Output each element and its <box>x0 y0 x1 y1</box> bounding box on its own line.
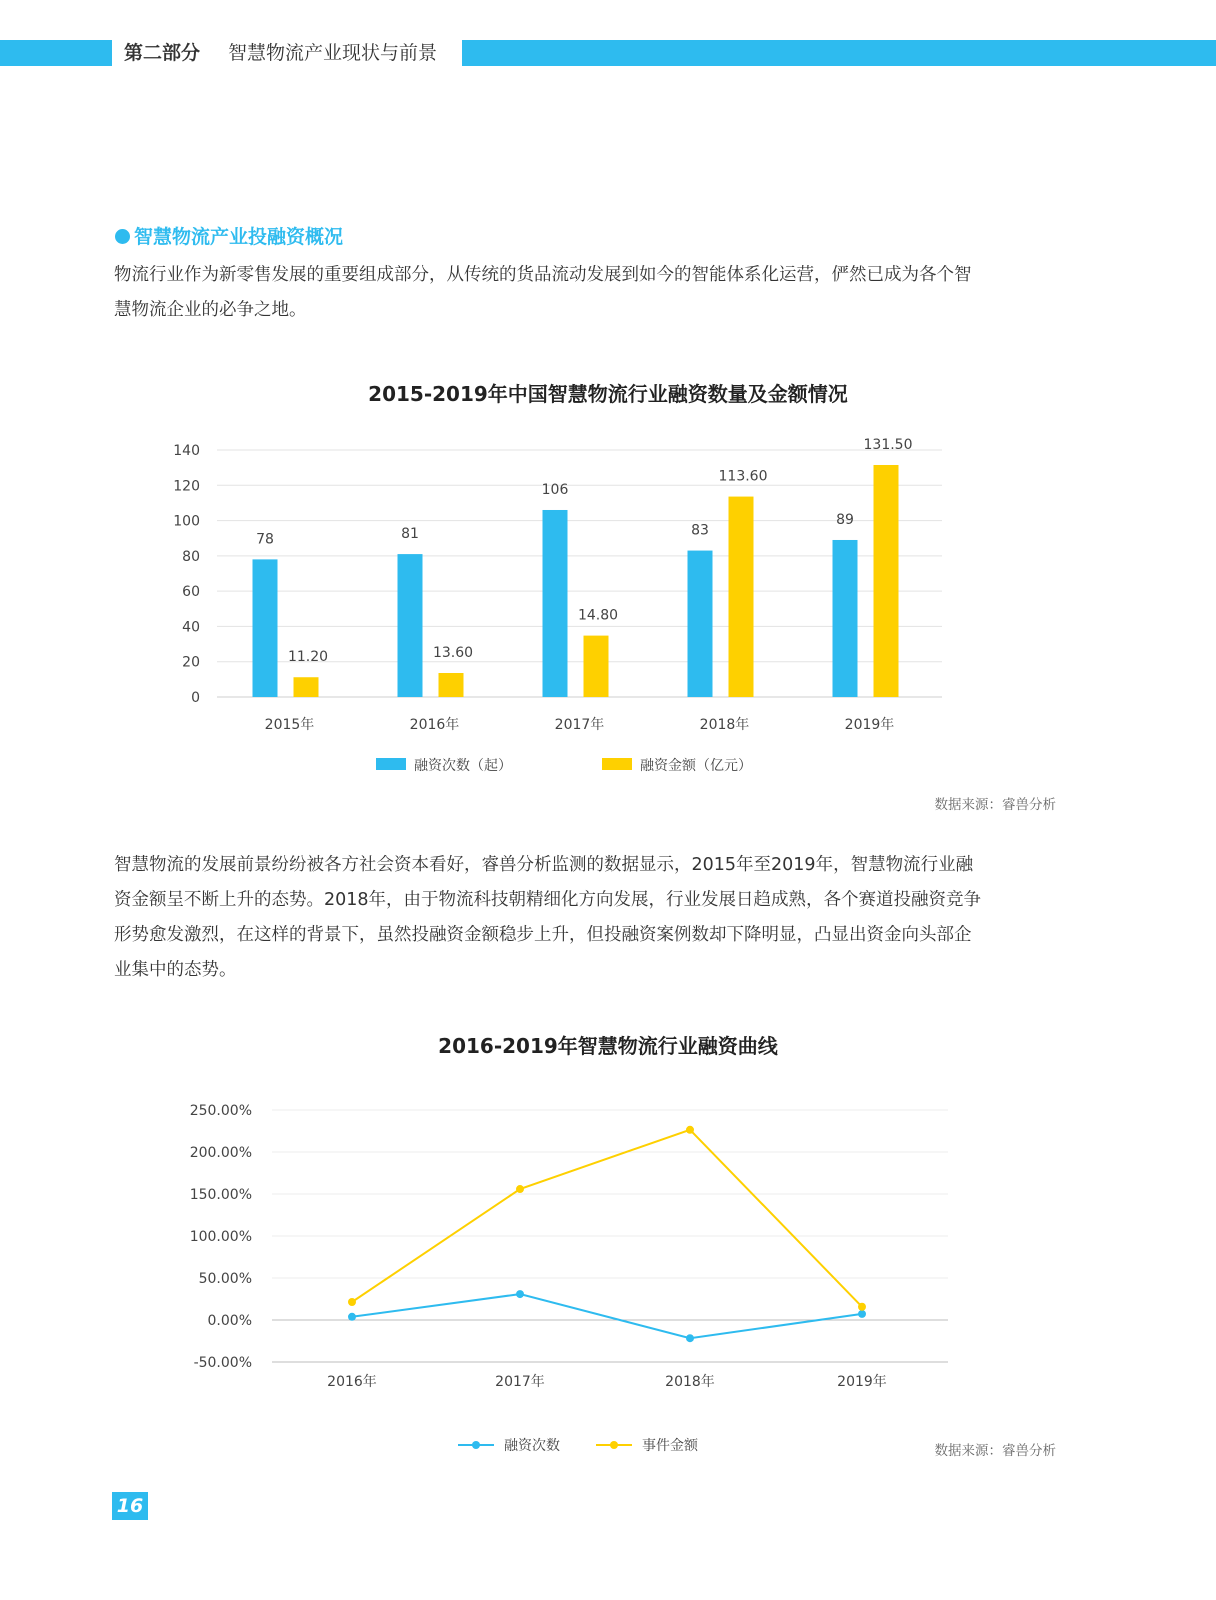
y-tick-label: 20 <box>182 654 200 671</box>
data-label: 83 <box>691 522 709 539</box>
bar-count <box>398 554 423 697</box>
legend-label: 融资次数 <box>504 1438 560 1454</box>
y-tick-label: 120 <box>173 478 200 495</box>
bar-count <box>253 559 278 697</box>
y-tick-label: 50.00% <box>198 1271 252 1287</box>
paragraph-line: 物流行业作为新零售发展的重要组成部分，从传统的货品流动发展到如今的智能体系化运营，俨然已成为各个智 <box>114 265 972 285</box>
data-label: 11.20 <box>287 649 329 666</box>
data-label: 13.60 <box>432 645 474 662</box>
y-tick-label: 80 <box>182 548 200 565</box>
data-label: 14.80 <box>577 607 619 624</box>
data-label: 89 <box>836 511 854 528</box>
legend-swatch <box>376 758 406 770</box>
y-tick-label: 150.00% <box>189 1187 252 1203</box>
data-point <box>516 1185 524 1193</box>
line-chart <box>0 1090 1216 1470</box>
paragraph-line: 智慧物流的发展前景纷纷被各方社会资本看好，睿兽分析监测的数据显示，2015年至2019年，智慧物流行业融 <box>114 855 974 875</box>
header-title: 智慧物流产业现状与前景 <box>228 42 438 64</box>
x-tick-label: 2016年 <box>327 1374 377 1390</box>
legend-label: 事件金额 <box>642 1438 698 1454</box>
legend-swatch <box>602 758 632 770</box>
data-point <box>348 1298 356 1306</box>
bar-amount <box>584 636 609 697</box>
paragraph-line: 资金额呈不断上升的态势。2018年，由于物流科技朝精细化方向发展，行业发展日趋成熟，各个赛道投融资竞争 <box>114 890 982 910</box>
data-label: 113.60 <box>718 468 768 485</box>
data-point <box>516 1290 524 1298</box>
data-source-2: 数据来源：睿兽分析 <box>934 1443 1056 1459</box>
x-tick-label: 2017年 <box>554 717 605 733</box>
y-tick-label: 40 <box>182 619 200 636</box>
bar-amount <box>439 673 464 697</box>
data-point <box>348 1313 356 1321</box>
y-tick-label: 60 <box>182 584 200 601</box>
analysis-paragraph <box>114 848 1059 988</box>
y-tick-label: 100.00% <box>189 1229 252 1245</box>
x-tick-label: 2016年 <box>409 717 460 733</box>
y-tick-label: 0.00% <box>207 1313 252 1329</box>
data-source-1: 数据来源：睿兽分析 <box>934 797 1056 813</box>
x-tick-label: 2019年 <box>844 717 895 733</box>
y-tick-label: 100 <box>173 513 200 530</box>
paragraph-line: 慧物流企业的必争之地。 <box>114 300 307 320</box>
bar-amount <box>294 677 319 697</box>
paragraph-line: 业集中的态势。 <box>114 960 237 980</box>
x-tick-label: 2015年 <box>264 717 315 733</box>
bar-chart-title: 2015-2019年中国智慧物流行业融资数量及金额情况 <box>368 382 848 406</box>
header-bar-left <box>0 40 112 66</box>
legend-label: 融资金额（亿元） <box>640 758 752 774</box>
data-label: 106 <box>541 481 569 498</box>
x-tick-label: 2018年 <box>665 1374 715 1390</box>
intro-paragraph <box>114 258 1059 328</box>
legend-marker <box>472 1441 480 1449</box>
section-title-text: 智慧物流产业投融资概况 <box>134 226 344 248</box>
legend-marker <box>610 1441 618 1449</box>
header-bar-right <box>462 40 1216 66</box>
series-line-amount <box>352 1130 862 1307</box>
legend-label: 融资次数（起） <box>414 758 512 774</box>
x-tick-label: 2019年 <box>837 1374 887 1390</box>
data-label: 78 <box>256 531 274 548</box>
data-point <box>686 1126 694 1134</box>
bar-amount <box>874 465 899 697</box>
bar-chart <box>0 430 1216 800</box>
bar-count <box>833 540 858 697</box>
y-tick-label: 200.00% <box>189 1145 252 1161</box>
x-tick-label: 2018年 <box>699 717 750 733</box>
data-label: 81 <box>401 526 419 543</box>
data-point <box>858 1310 866 1318</box>
y-tick-label: -50.00% <box>193 1355 252 1371</box>
bar-count <box>688 551 713 697</box>
data-label: 131.50 <box>863 436 913 453</box>
y-tick-label: 250.00% <box>189 1103 252 1119</box>
bar-count <box>543 510 568 697</box>
bar-amount <box>729 497 754 697</box>
data-point <box>858 1303 866 1311</box>
y-tick-label: 140 <box>173 443 200 459</box>
bullet-dot-icon <box>115 229 130 244</box>
paragraph-line: 形势愈发激烈，在这样的背景下，虽然投融资金额稳步上升，但投融资案例数却下降明显，凸显出资金向头部企 <box>114 925 972 945</box>
page-number: 16 <box>112 1492 148 1520</box>
section-title <box>115 222 343 249</box>
series-line-count <box>352 1294 862 1338</box>
y-tick-label: 0 <box>191 690 200 706</box>
line-chart-title: 2016-2019年智慧物流行业融资曲线 <box>438 1034 778 1058</box>
header-part-label: 第二部分 <box>124 42 201 64</box>
data-point <box>686 1334 694 1342</box>
x-tick-label: 2017年 <box>495 1374 545 1390</box>
